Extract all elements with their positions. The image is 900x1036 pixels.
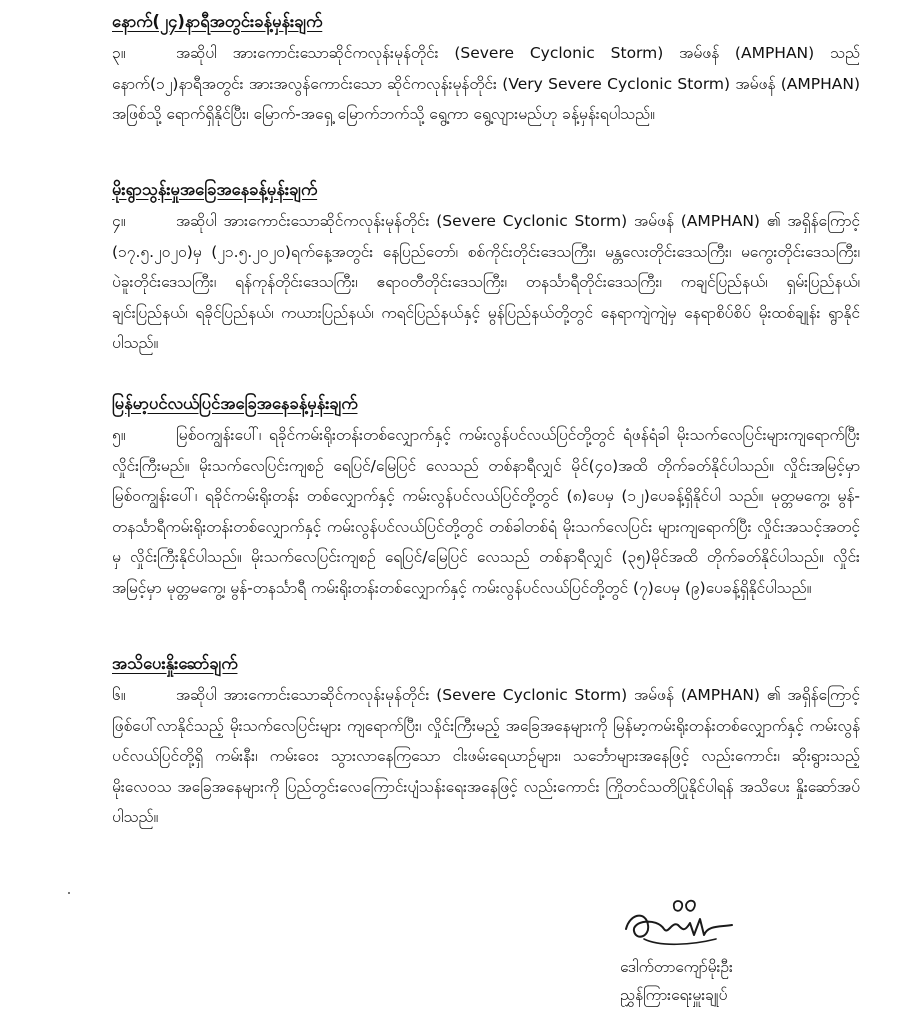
section-paragraph bbox=[112, 420, 860, 603]
signatory-name: ဒေါက်တာကျော်မိုးဦး bbox=[620, 958, 733, 976]
rainfall-forecast-section bbox=[112, 178, 860, 359]
section-paragraph bbox=[112, 38, 860, 130]
paragraph-number: ၆။ bbox=[112, 686, 126, 704]
paragraph-text: အဆိုပါ အားကောင်းသောဆိုင်ကလုန်းမုန်တိုင်း (Severe Cyclonic Storm) အမ်ဖန် (AMPHAN) ၏ အရှိန်ကြောင့် ဖြစ်ပေါ်လာနိုင်သည့် မိုးသက်လေပြင်းများ ကျရောက်ပြီး၊ လှိုင်းကြီးမည့် အခြေအနေများကို မြန်မာ့ကမ်းရိုးတန်းတစ်လျှောက်နှင့် ကမ်းလွန်ပင်လယ်ပြင်တို့ရှိ ကမ်းနီး၊ ကမ်းဝေး သွားလာနေကြသော ငါးဖမ်းရေယာဉ်များ၊ သင်္ဘောများအနေဖြင့် လည်းကောင်း၊ ဆိုးရွားသည့် မိုးလေဝသ အခြေအနေများကို ပြည်တွင်းလေကြောင်းပျံသန်းရေးအနေဖြင့် လည်းကောင်း ကြိုတင်သတိပြုနိုင်ပါရန် အသိပေး နှိုးဆော်အပ်ပါသည်။ bbox=[112, 686, 860, 826]
paragraph-number: ၃။ bbox=[112, 44, 126, 62]
paragraph-text: အဆိုပါ အားကောင်းသောဆိုင်ကလုန်းမုန်တိုင်း (Severe Cyclonic Storm) အမ်ဖန် (AMPHAN) သည် နောက်(၁၂)နာရီအတွင်း အားအလွန်ကောင်းသော ဆိုင်ကလုန်းမုန်တိုင်း (Very Severe Cyclonic Storm) အမ်ဖန် (AMPHAN) အဖြစ်သို့ ရောက်ရှိနိုင်ပြီး၊ မြောက်-အရှေ့ မြောက်ဘက်သို့ ရွေ့ကာ ရွေ့လျားမည်ဟု ခန့်မှန်းရပါသည်။ bbox=[112, 44, 860, 123]
section-heading: မြန်မာ့ပင်လယ်ပြင်အခြေအနေခန့်မှန်းချက် bbox=[112, 394, 358, 413]
sea-condition-section bbox=[112, 392, 860, 603]
section-heading: နောက်(၂၄)နာရီအတွင်းခန့်မှန်းချက် bbox=[112, 12, 323, 31]
section-heading: အသိပေးနှိုးဆော်ချက် bbox=[112, 654, 238, 673]
paragraph-number: ၄။ bbox=[112, 212, 126, 230]
page-speck bbox=[68, 892, 70, 894]
signature-block bbox=[620, 895, 870, 1009]
section-paragraph bbox=[112, 680, 860, 833]
forecast-24h-section bbox=[112, 10, 860, 130]
handwritten-signature-icon bbox=[620, 895, 740, 949]
section-heading: မိုးရွာသွန်းမှုအခြေအနေခန့်မှန်းချက် bbox=[112, 180, 318, 199]
warning-section bbox=[112, 652, 860, 833]
signatory-title: ညွှန်ကြားရေးမှူးချုပ် bbox=[620, 986, 728, 1004]
paragraph-number: ၅။ bbox=[112, 426, 126, 444]
paragraph-text: အဆိုပါ အားကောင်းသောဆိုင်ကလုန်းမုန်တိုင်း (Severe Cyclonic Storm) အမ်ဖန် (AMPHAN) ၏ အရှိန်ကြောင့် (၁၇.၅.၂၀၂၀)မှ (၂၁.၅.၂၀၂၀)ရက်နေ့အတွင်း နေပြည်တော်၊ စစ်ကိုင်းတိုင်းဒေသကြီး၊ မန္တလေးတိုင်းဒေသကြီး၊ မကွေးတိုင်းဒေသကြီး၊ ပဲခူးတိုင်းဒေသကြီး၊ ရန်ကုန်တိုင်းဒေသကြီး၊ ဧရာဝတီတိုင်းဒေသကြီး၊ တနင်္သာရီတိုင်းဒေသကြီး၊ ကချင်ပြည်နယ်၊ ရှမ်းပြည်နယ်၊ ချင်းပြည်နယ်၊ ရခိုင်ပြည်နယ်၊ ကယားပြည်နယ်၊ ကရင်ပြည်နယ်နှင့် မွန်ပြည်နယ်တို့တွင် နေရာကျဲကျဲမှ နေရာစိပ်စိပ် မိုးထစ်ချုန်း ရွာနိုင်ပါသည်။ bbox=[112, 212, 860, 352]
paragraph-text: မြစ်ဝကျွန်းပေါ်၊ ရခိုင်ကမ်းရိုးတန်းတစ်လျှောက်နှင့် ကမ်းလွန်ပင်လယ်ပြင်တို့တွင် ရံဖန်ရံခါ မိုးသက်လေပြင်းများကျရောက်ပြီး လှိုင်းကြီးမည်။ မိုးသက်လေပြင်းကျစဉ် ရေပြင်/မြေပြင် လေသည် တစ်နာရီလျှင် မိုင်(၄၀)အထိ တိုက်ခတ်နိုင်ပါသည်။ လှိုင်းအမြင့်မှာ မြစ်ဝကျွန်းပေါ်၊ ရခိုင်ကမ်းရိုးတန်း တစ်လျှောက်နှင့် ကမ်းလွန်ပင်လယ်ပြင်တို့တွင် (၈)ပေမှ (၁၂)ပေခန့်ရှိနိုင်ပါ သည်။ မုတ္တမကွေ့၊ မွန်-တနင်္သာရီကမ်းရိုးတန်းတစ်လျှောက်နှင့် ကမ်းလွန်ပင်လယ်ပြင်တို့တွင် တစ်ခါတစ်ရံ မိုးသက်လေပြင်း များကျရောက်ပြီး လှိုင်းအသင့်အတင့်မှ လှိုင်းကြီးနိုင်ပါသည်။ မိုးသက်လေပြင်းကျစဉ် ရေပြင်/မြေပြင် လေသည် တစ်နာရီလျှင် (၃၅)မိုင်အထိ တိုက်ခတ်နိုင်ပါသည်။ လှိုင်းအမြင့်မှာ မုတ္တမကွေ့၊ မွန်-တနင်္သာရီ ကမ်းရိုးတန်းတစ်လျှောက်နှင့် ကမ်းလွန်ပင်လယ်ပြင်တို့တွင် (၇)ပေမှ (၉)ပေခန့်ရှိနိုင်ပါသည်။ bbox=[112, 426, 860, 597]
section-paragraph bbox=[112, 206, 860, 359]
